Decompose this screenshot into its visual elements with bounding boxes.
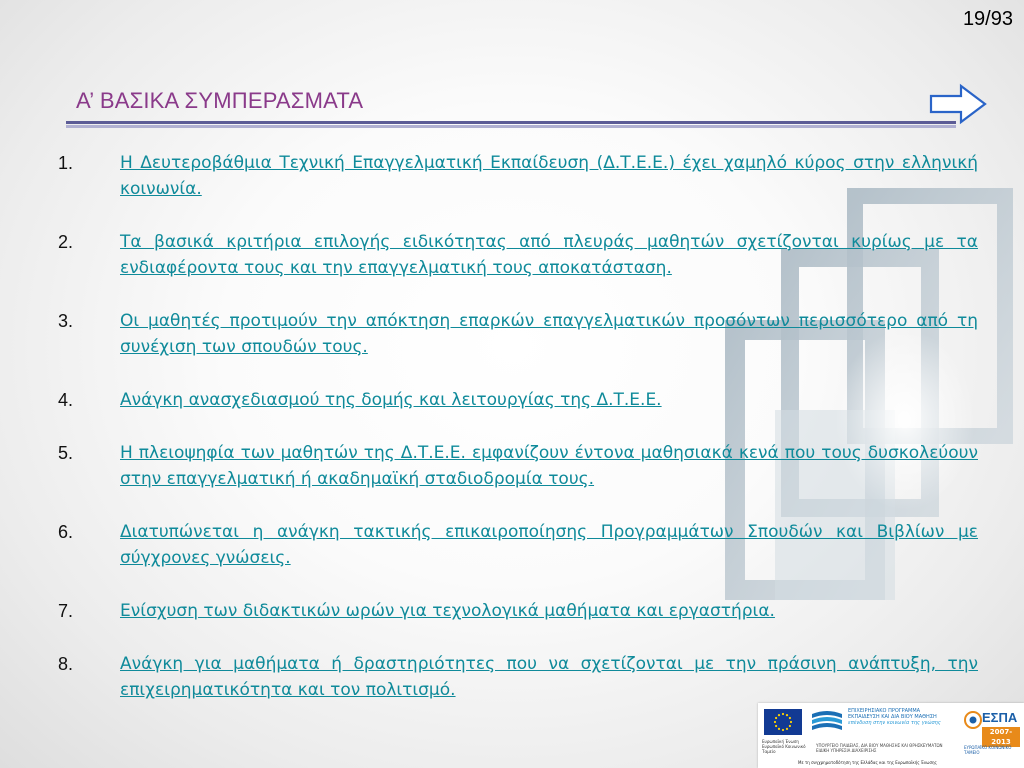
espa-caption: ΕΥΡΩΠΑΪΚΟ ΚΟΙΝΩΝΙΚΟ ΤΑΜΕΙΟ	[964, 745, 1012, 755]
item-number: 5.	[58, 443, 74, 463]
eu-caption: Ευρωπαϊκή Ένωση Ευρωπαϊκό Κοινωνικό Ταμείο	[762, 739, 806, 754]
eu-flag-icon	[764, 709, 802, 735]
cofunding-footer: Με τη συγχρηματοδότηση της Ελλάδας και της Ευρωπαϊκής Ένωσης	[798, 760, 937, 765]
program-ministry: ΥΠΟΥΡΓΕΙΟ ΠΑΙΔΕΙΑΣ, ΔΙΑ ΒΙΟΥ ΜΑΘΗΣΗΣ ΚΑΙ ΘΡΗΣΚΕΥΜΑΤΩΝ ΕΙΔΙΚΗ ΥΠΗΡΕΣΙΑ ΔΙΑΧΕΙΡΙΣΗΣ	[816, 743, 943, 753]
right-arrow-outline-icon[interactable]	[929, 83, 989, 125]
page-number: 19/93	[962, 8, 1013, 30]
list-item	[58, 150, 978, 202]
list-item	[58, 519, 978, 571]
education-program-emblem-icon	[810, 708, 844, 734]
item-number: 3.	[58, 311, 74, 331]
item-number: 6.	[58, 522, 74, 542]
item-link[interactable]: Οι μαθητές προτιμούν την απόκτηση επαρκών επαγγελματικών προσόντων περισσότερο από τη συνέχιση των σπουδών τους.	[120, 311, 978, 357]
list-item	[58, 387, 978, 413]
item-link[interactable]: Η Δευτεροβάθμια Τεχνική Επαγγελματική Εκπαίδευση (Δ.Τ.Ε.Ε.) έχει χαμηλό κύρος στην ελληνική κοινωνία.	[120, 153, 978, 199]
item-number: 2.	[58, 232, 74, 252]
item-number: 8.	[58, 654, 74, 674]
espa-years: 2007-2013	[982, 727, 1020, 747]
program-title: ΕΠΙΧΕΙΡΗΣΙΑΚΟ ΠΡΟΓΡΑΜΜΑ ΕΚΠΑΙΔΕΥΣΗ ΚΑΙ ΔΙΑ ΒΙΟΥ ΜΑΘΗΣΗ επένδυση στην κοινωνία της γνώσης	[848, 708, 948, 726]
list-item	[58, 229, 978, 281]
title-underline-rule	[66, 121, 956, 129]
item-link[interactable]: Ανάγκη ανασχεδιασμού της δομής και λειτουργίας της Δ.Τ.Ε.Ε.	[120, 390, 662, 410]
program-tagline: επένδυση στην κοινωνία της γνώσης	[848, 720, 941, 726]
slide-title: Α’ ΒΑΣΙΚΑ ΣΥΜΠΕΡΑΣΜΑΤΑ	[76, 88, 364, 113]
conclusions-list	[58, 150, 978, 730]
list-item	[58, 598, 978, 624]
item-link[interactable]: Διατυπώνεται η ανάγκη τακτικής επικαιροποίησης Προγραμμάτων Σπουδών και Βιβλίων με σύγχρονες γνώσεις.	[120, 522, 978, 568]
item-number: 4.	[58, 390, 74, 410]
espa-star-icon	[964, 711, 982, 729]
funding-logos-banner	[758, 703, 1024, 768]
item-link[interactable]: Ενίσχυση των διδακτικών ωρών για τεχνολογικά μαθήματα και εργαστήρια.	[120, 601, 775, 621]
item-number: 1.	[58, 153, 74, 173]
espa-logo-text: ΕΣΠΑ	[982, 710, 1018, 725]
item-number: 7.	[58, 601, 74, 621]
item-link[interactable]: Τα βασικά κριτήρια επιλογής ειδικότητας από πλευράς μαθητών σχετίζονται κυρίως με τα ενδιαφέροντα τους και την επαγγελματική τους αποκατάσταση.	[120, 232, 978, 278]
list-item	[58, 440, 978, 492]
item-link[interactable]: Η πλειοψηφία των μαθητών της Δ.Τ.Ε.Ε. εμφανίζουν έντονα μαθησιακά κενά που τους δυσκολεύουν στην επαγγελματική ή ακαδημαϊκή σταδιοδρομία τους.	[120, 443, 978, 489]
item-link[interactable]: Ανάγκη για μαθήματα ή δραστηριότητες που να σχετίζονται με την πράσινη ανάπτυξη, την επιχειρηματικότητα και τον πολιτισμό.	[120, 654, 978, 700]
list-item	[58, 308, 978, 360]
list-item	[58, 651, 978, 703]
